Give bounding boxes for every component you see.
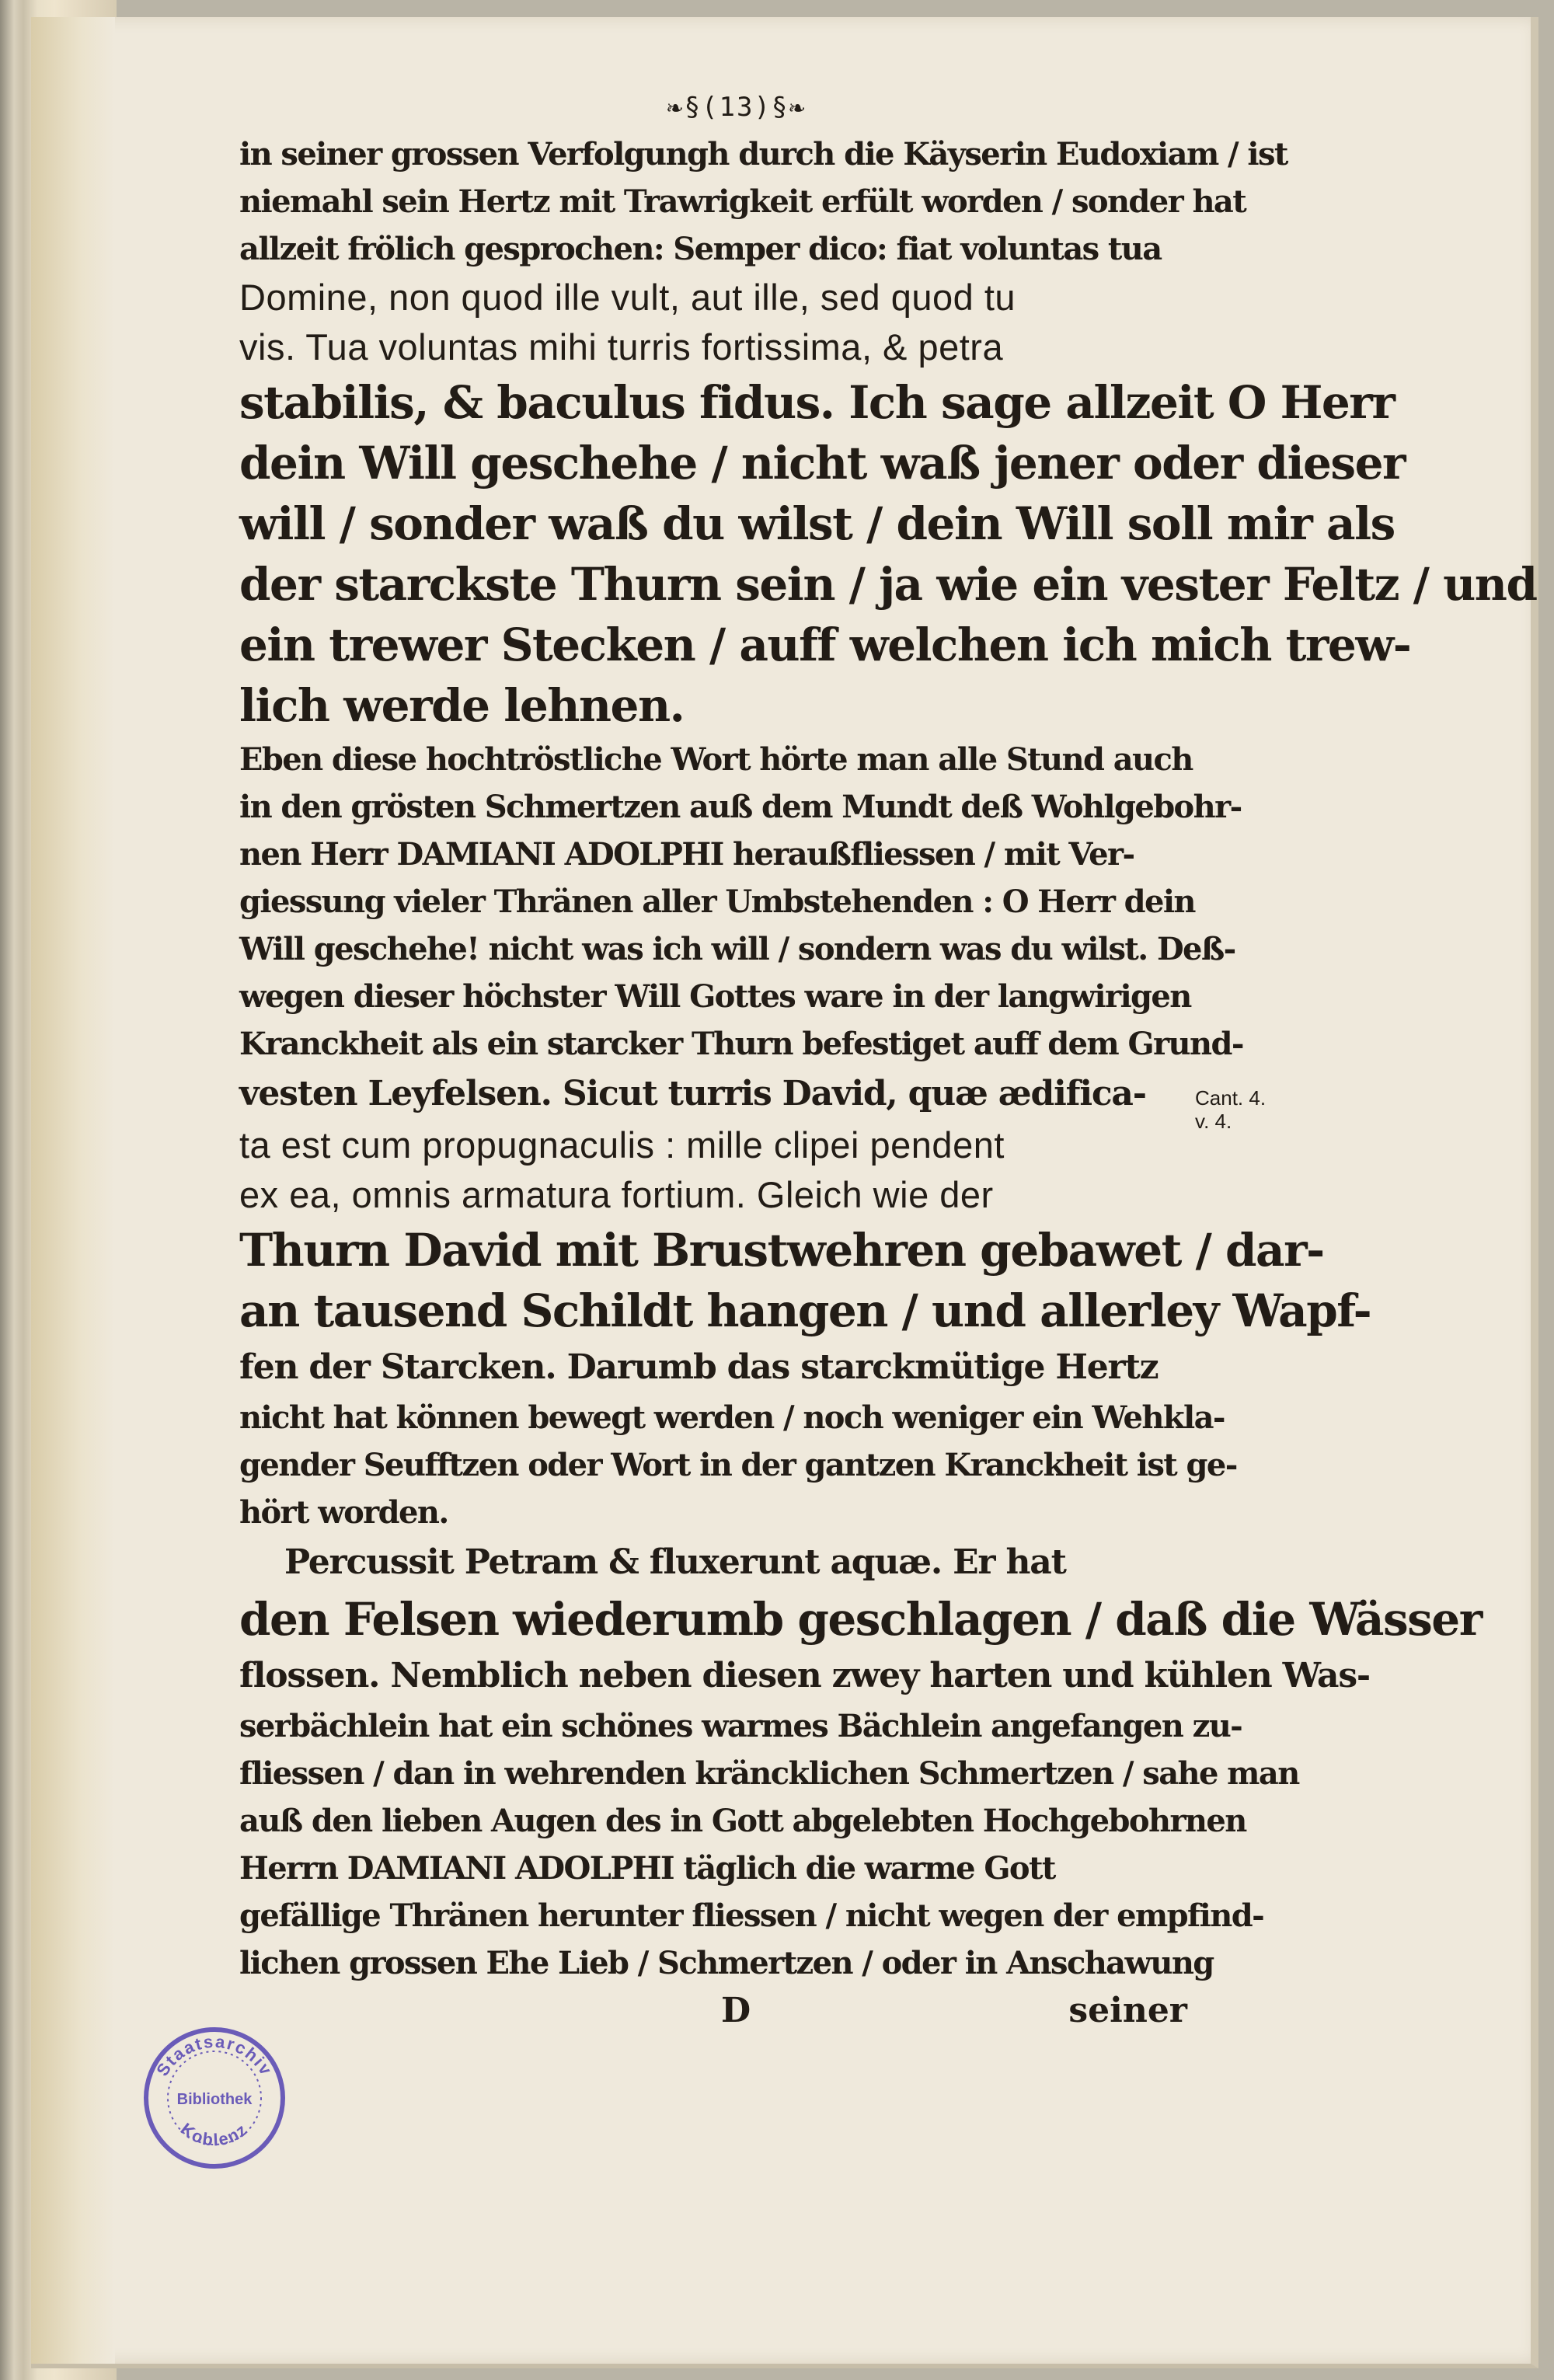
text-line: Will geschehe! nicht was ich will / sondern was du wilst. Deß- <box>239 931 1235 967</box>
text-line: Eben diese hochtröstliche Wort hörte man alle Stund auch <box>239 741 1193 778</box>
stamp-middle-text: Bibliothek <box>176 2091 253 2108</box>
margin-note-line: Cant. 4. <box>1195 1086 1267 1110</box>
text-line: vis. Tua voluntas mihi turris fortissima, & petra <box>239 326 1004 368</box>
text-line: nen Herr DAMIANI ADOLPHI heraußfliessen / mit Ver- <box>239 836 1134 873</box>
margin-note <box>1195 1086 1296 1133</box>
text-line: lich werde lehnen. <box>239 679 685 732</box>
text-line: hört worden. <box>239 1494 448 1531</box>
text-line: giessung vieler Thränen aller Umbstehenden : O Herr dein <box>239 883 1195 920</box>
stamp-top-text: Staatsarchiv <box>152 2031 277 2080</box>
text-line: stabilis, & baculus fidus. Ich sage allzeit O Herr <box>239 376 1395 429</box>
text-line: allzeit frölich gesprochen: Semper dico: fiat voluntas tua <box>239 231 1162 267</box>
text-line: in den grösten Schmertzen auß dem Mundt deß Wohlgebohr- <box>239 789 1242 825</box>
text-line: dein Will geschehe / nicht waß jener oder dieser <box>239 437 1406 490</box>
text-line: vesten Leyfelsen. Sicut turris David, quæ ædifica- <box>239 1074 1146 1113</box>
text-line: gender Seufftzen oder Wort in der gantzen Kranckheit ist ge- <box>239 1447 1237 1483</box>
signature-mark: D <box>721 1991 751 2030</box>
stamp-bottom-text: Koblenz <box>176 2119 253 2150</box>
margin-note-line: v. 4. <box>1195 1110 1232 1133</box>
text-line: ein trewer Stecken / auff welchen ich mich trew- <box>239 619 1411 671</box>
text-line: an tausend Schildt hangen / und allerley Wapf- <box>239 1284 1371 1337</box>
page-gutter <box>31 17 115 2364</box>
text-line: niemahl sein Hertz mit Trawrigkeit erfült worden / sonder hat <box>239 183 1246 220</box>
catchword: seiner <box>1068 1991 1187 2030</box>
text-line: ta est cum propugnaculis : mille clipei pendent <box>239 1124 1005 1166</box>
text-line: gefällige Thränen herunter fliessen / nicht wegen der empfind- <box>239 1897 1264 1934</box>
text-line: Herrn DAMIANI ADOLPHI täglich die warme Gott <box>239 1850 1055 1887</box>
text-line: den Felsen wiederumb geschlagen / daß die Wässer <box>239 1593 1482 1646</box>
text-line: will / sonder waß du wilst / dein Will soll mir als <box>239 497 1395 550</box>
library-stamp <box>137 2020 292 2176</box>
page-header: ❧§(13)§❧ <box>667 92 807 123</box>
page-footer <box>239 1987 1187 2035</box>
text-line: Kranckheit als ein starcker Thurn befestiget auff dem Grund- <box>239 1026 1243 1062</box>
text-line: nicht hat können bewegt werden / noch weniger ein Wehkla- <box>239 1399 1225 1436</box>
text-line: fen der Starcken. Darumb das starckmütige Hertz <box>239 1347 1159 1387</box>
text-line: in seiner grossen Verfolgungh durch die Käyserin Eudoxiam / ist <box>239 136 1287 172</box>
text-line: wegen dieser höchster Will Gottes ware in der langwirigen <box>239 978 1191 1015</box>
text-line: auß den lieben Augen des in Gott abgelebten Hochgebohrnen <box>239 1803 1246 1839</box>
text-line: der starckste Thurn sein / ja wie ein vester Feltz / und <box>239 558 1537 611</box>
text-line: fliessen / dan in wehrenden kräncklichen Schmertzen / sahe man <box>239 1755 1299 1792</box>
text-line: flossen. Nemblich neben diesen zwey harten und kühlen Was- <box>239 1656 1370 1695</box>
text-line: lichen grossen Ehe Lieb / Schmertzen / oder in Anschawung <box>239 1945 1214 1981</box>
text-line: Thurn David mit Brustwehren gebawet / dar- <box>239 1224 1324 1277</box>
text-line: serbächlein hat ein schönes warmes Bächlein angefangen zu- <box>239 1708 1242 1744</box>
text-line: Domine, non quod ille vult, aut ille, sed quod tu <box>239 277 1016 318</box>
text-line: Percussit Petram & fluxerunt aquæ. Er hat <box>284 1542 1066 1582</box>
text-line: ex ea, omnis armatura fortium. Gleich wie der <box>239 1174 994 1215</box>
